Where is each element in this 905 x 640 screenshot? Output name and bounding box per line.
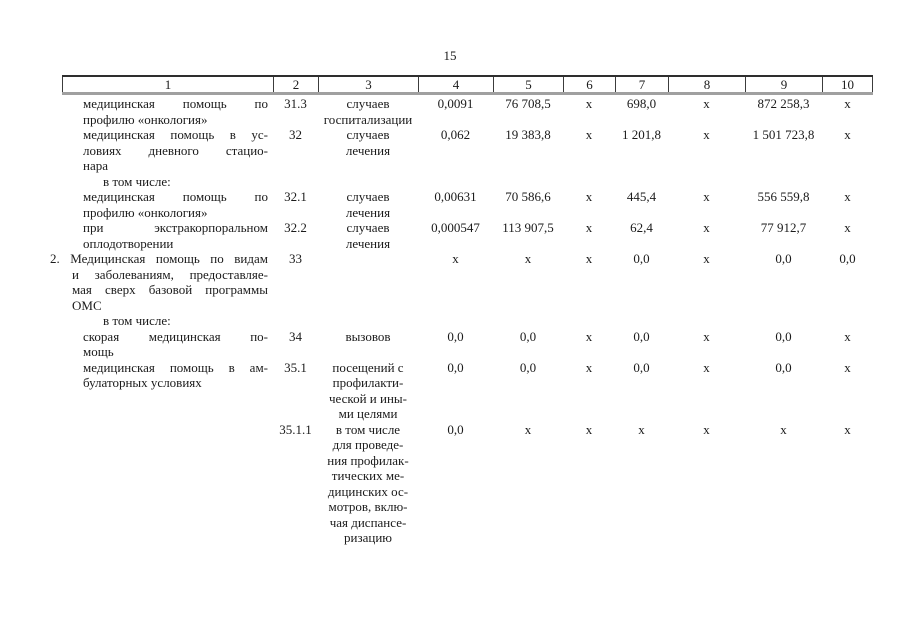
value-cell: x xyxy=(585,127,593,142)
value-cell: 0,0 xyxy=(519,359,537,375)
row-label-line: ловиях дневного стацио- xyxy=(83,142,268,158)
value-cell: x xyxy=(844,127,851,142)
value-cell: 1 501 723,8 xyxy=(752,127,815,142)
value-cell: x xyxy=(703,421,710,437)
header-cell: 6 xyxy=(563,77,615,92)
page-number: 15 xyxy=(443,48,457,63)
value-cell: 445,4 xyxy=(626,189,657,204)
value-cell: x xyxy=(844,421,851,437)
value-cell: 1 201,8 xyxy=(622,127,661,142)
row-unit-line: чая диспансе- xyxy=(329,514,407,530)
value-cell: 0,062 xyxy=(440,127,471,142)
row-unit-line: ми целями xyxy=(338,406,398,421)
row-label-line: медицинская помощь в ам- xyxy=(83,359,268,375)
value-cell: x xyxy=(585,328,593,344)
row-label-line: мощь xyxy=(83,344,114,359)
header-cell: 8 xyxy=(668,77,745,92)
row-label-line: профилю «онкология» xyxy=(83,111,208,127)
value-cell: 70 586,6 xyxy=(505,189,551,204)
row-unit-line: мотров, вклю- xyxy=(328,499,408,514)
row-label-line: профилю «онкология» xyxy=(83,204,208,220)
header-cell: 7 xyxy=(615,77,668,92)
value-cell: x xyxy=(703,127,710,142)
value-cell: x xyxy=(585,96,593,111)
value-cell: x xyxy=(844,328,851,344)
table-body xyxy=(45,96,873,546)
row-label-cell xyxy=(45,251,273,313)
header-cell: 5 xyxy=(493,77,563,92)
value-cell: 872 258,3 xyxy=(757,96,810,111)
value-cell: 556 559,8 xyxy=(757,189,810,204)
row-label-line: ОМС xyxy=(72,297,102,313)
value-cell: 0,0 xyxy=(447,328,464,344)
value-cell: 0,0 xyxy=(775,251,792,266)
row-unit-cell xyxy=(318,220,418,251)
value-cell: 62,4 xyxy=(630,220,653,235)
row-unit-line: случаев xyxy=(346,96,390,111)
row-unit-line: посещений с xyxy=(332,359,404,375)
header-cell: 9 xyxy=(745,77,822,92)
value-cell: 0,0 xyxy=(775,328,792,344)
value-cell: 19 383,8 xyxy=(505,127,551,142)
row-label-line: в том числе: xyxy=(103,313,171,328)
value-cell: x xyxy=(844,359,851,375)
value-cell: x xyxy=(844,189,851,204)
value-cell: 76 708,5 xyxy=(505,96,551,111)
row-number-cell: 33 xyxy=(289,251,302,266)
row-label-cell xyxy=(45,313,273,329)
value-cell: x xyxy=(585,421,593,437)
row-label-cell xyxy=(45,96,273,127)
value-cell: x xyxy=(638,421,645,437)
value-cell: x xyxy=(703,359,710,375)
row-unit-cell xyxy=(318,189,418,220)
value-cell: 0,0 xyxy=(775,359,792,375)
value-cell: 0,0 xyxy=(633,328,650,344)
row-unit-line: лечения xyxy=(345,204,391,220)
row-label-cell xyxy=(45,189,273,220)
row-label-cell xyxy=(45,220,273,251)
header-cell: 3 xyxy=(318,77,418,92)
row-label-line: 2. Медицинская помощь по видам xyxy=(50,251,268,266)
header-cell: 4 xyxy=(418,77,493,92)
value-cell: x xyxy=(780,421,787,437)
row-unit-line: случаев xyxy=(346,127,390,142)
row-unit-line: госпитализации xyxy=(323,111,413,127)
row-label-cell xyxy=(45,329,273,360)
value-cell: 698,0 xyxy=(626,96,657,111)
row-unit-line: случаев xyxy=(346,220,390,235)
row-number-cell: 32.2 xyxy=(284,220,307,235)
value-cell: x xyxy=(703,96,710,111)
value-cell: x xyxy=(524,421,532,437)
row-unit-line: вызовов xyxy=(345,328,391,344)
value-cell: 0,00631 xyxy=(434,189,477,204)
row-unit-cell xyxy=(318,422,418,546)
row-label-line: скорая медицинская по- xyxy=(83,328,268,344)
value-cell: 0,0 xyxy=(519,328,537,344)
row-number-cell: 32.1 xyxy=(284,189,307,204)
value-cell: 0,000547 xyxy=(431,220,480,235)
row-label-line: медицинская помощь по xyxy=(83,189,268,204)
value-cell: 0,0 xyxy=(447,421,464,437)
row-label-line: мая сверх базовой программы xyxy=(72,282,268,297)
value-cell: 0,0 xyxy=(633,251,650,266)
row-label-cell xyxy=(45,360,273,391)
row-unit-cell xyxy=(318,96,418,127)
row-label-cell xyxy=(45,174,273,190)
row-unit-line: ческой и ины- xyxy=(329,390,407,406)
value-cell: x xyxy=(585,251,593,266)
value-cell: x xyxy=(703,189,710,204)
value-cell: 0,0 xyxy=(839,251,856,266)
row-unit-line: случаев xyxy=(346,189,390,204)
value-cell: 0,0091 xyxy=(437,96,474,111)
row-unit-line: тических ме- xyxy=(331,468,405,483)
value-cell: x xyxy=(703,328,710,344)
row-number-cell: 31.3 xyxy=(284,96,307,111)
row-unit-cell xyxy=(318,127,418,158)
table-header-row xyxy=(62,75,873,95)
value-cell: 0,0 xyxy=(633,359,650,375)
row-number-cell: 34 xyxy=(289,328,302,344)
value-cell: x xyxy=(524,251,532,266)
value-cell: x xyxy=(703,220,710,235)
row-unit-cell xyxy=(318,329,418,345)
row-label-line: и заболеваниям, предоставляе- xyxy=(72,266,268,282)
value-cell: 0,0 xyxy=(447,359,464,375)
value-cell: x xyxy=(585,189,593,204)
row-number-cell: 35.1 xyxy=(284,359,307,375)
row-unit-line: ния профилак- xyxy=(327,452,409,468)
value-cell: x xyxy=(585,220,593,235)
value-cell: x xyxy=(452,251,459,266)
row-label-line: булаторных условиях xyxy=(83,375,202,390)
row-unit-line: ризацию xyxy=(344,530,392,545)
row-number-cell: 35.1.1 xyxy=(279,421,312,437)
row-label-line: в том числе: xyxy=(103,173,171,189)
header-cell: 2 xyxy=(273,77,318,92)
row-label-line: медицинская помощь в ус- xyxy=(83,127,268,142)
row-unit-line: дицинских ос- xyxy=(327,483,409,499)
value-cell: x xyxy=(703,251,710,266)
value-cell: 77 912,7 xyxy=(760,220,807,235)
row-unit-line: для проведе- xyxy=(332,437,404,452)
row-label-line: при экстракорпоральном xyxy=(83,220,268,235)
row-label-line: нара xyxy=(83,158,108,173)
row-unit-line: в том числе xyxy=(335,421,401,437)
header-cell: 1 xyxy=(62,77,273,92)
row-unit-line: профилакти- xyxy=(332,375,404,390)
row-label-line: оплодотворении xyxy=(83,235,174,251)
value-cell: x xyxy=(585,359,593,375)
row-number-cell: 32 xyxy=(289,127,302,142)
row-unit-line: лечения xyxy=(345,235,391,251)
row-label-line: медицинская помощь по xyxy=(83,96,268,111)
row-unit-line: лечения xyxy=(345,142,391,158)
row-unit-cell xyxy=(318,360,418,422)
row-label-cell xyxy=(45,127,273,174)
value-cell: x xyxy=(844,96,851,111)
value-cell: 113 907,5 xyxy=(502,220,554,235)
value-cell: x xyxy=(844,220,851,235)
header-cell: 10 xyxy=(822,77,873,92)
